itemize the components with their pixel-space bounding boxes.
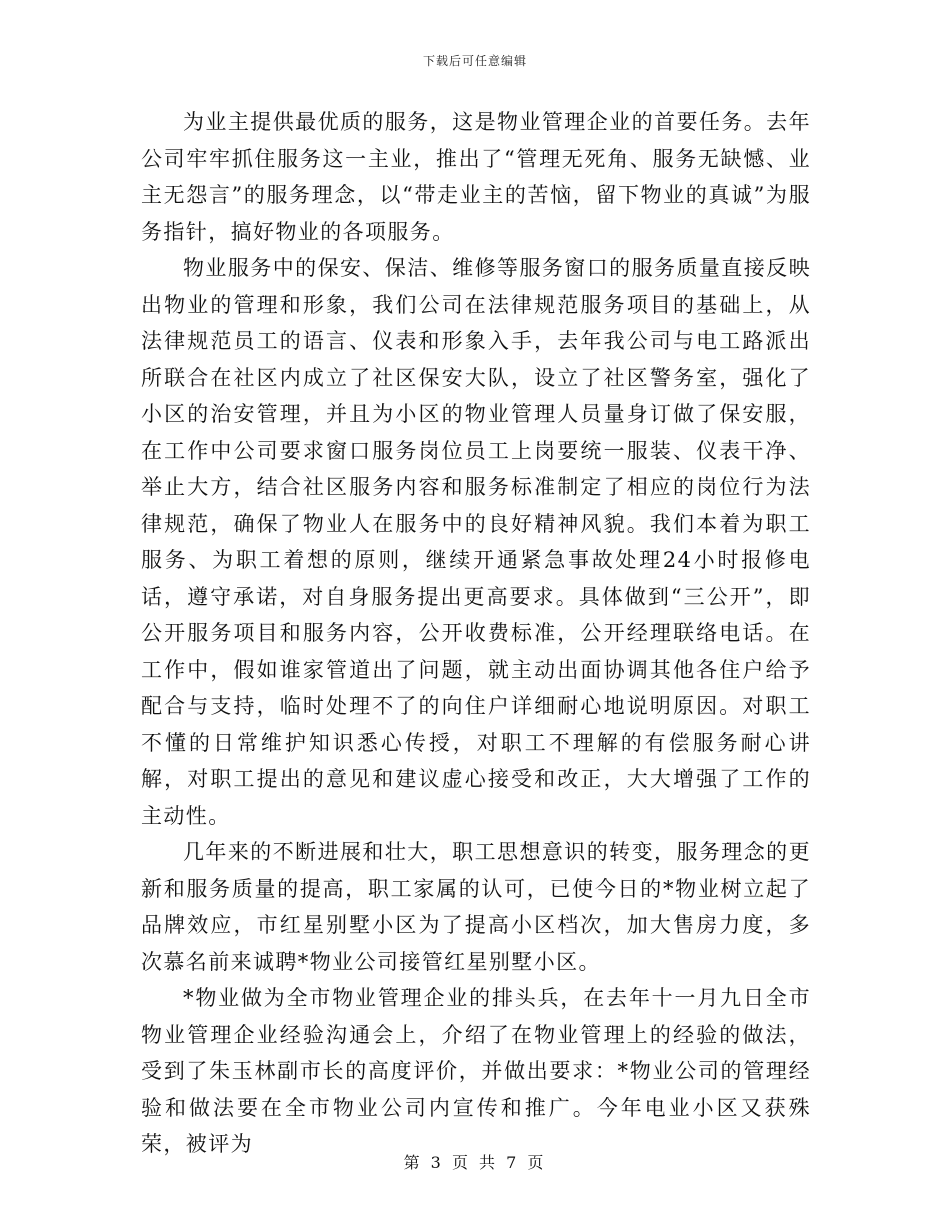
footer-suffix: 页 — [527, 1153, 547, 1172]
footer-current-page: 3 — [430, 1153, 444, 1172]
paragraph-4: *物业做为全市物业管理企业的排头兵，在去年十一月九日全市物业管理企业经验沟通会上，介绍了在物业管理上的经验的做法，受到了朱玉林副市长的高度评价，并做出要求：*物业公司的管理经验和做法要在全市物业公司内宣传和推广。今年电业小区又获殊荣，被评为 — [141, 986, 811, 1156]
page-footer — [0, 1150, 950, 1173]
footer-middle: 页 共 — [451, 1153, 499, 1172]
body-text — [141, 104, 811, 1163]
paragraph-1: 为业主提供最优质的服务，这是物业管理企业的首要任务。去年公司牢牢抓住服务这一主业，推出了“管理无死角、服务无缺憾、业主无怨言”的服务理念，以“带走业主的苦恼，留下物业的真诚”为服务指针，搞好物业的各项服务。 — [141, 110, 811, 244]
header-note: 下载后可任意编辑 — [422, 54, 527, 68]
footer-prefix: 第 — [403, 1153, 423, 1172]
footer-total-pages: 7 — [506, 1153, 520, 1172]
paragraph-3: 几年来的不断进展和壮大，职工思想意识的转变，服务理念的更新和服务质量的提高，职工家属的认可，已使今日的*物业树立起了品牌效应，市红星别墅小区为了提高小区档次，加大售房力度，多次慕名前来诚聘*物业公司接管红星别墅小区。 — [141, 840, 811, 974]
paragraph-2: 物业服务中的保安、保洁、维修等服务窗口的服务质量直接反映出物业的管理和形象，我们公司在法律规范服务项目的基础上，从法律规范员工的语言、仪表和形象入手，去年我公司与电工路派出所联合在社区内成立了社区保安大队，设立了社区警务室，强化了小区的治安管理，并且为小区的物业管理人员量身订做了保安服，在工作中公司要求窗口服务岗位员工上岗要统一服装、仪表干净、举止大方，结合社区服务内容和服务标准制定了相应的岗位行为法律规范，确保了物业人在服务中的良好精神风貌。我们本着为职工服务、为职工着想的原则，继续开通紧急事故处理24小时报修电话，遵守承诺，对自身服务提出更高要求。具体做到“三公开”，即公开服务项目和服务内容，公开收费标准，公开经理联络电话。在工作中，假如谁家管道出了问题，就主动出面协调其他各住户给予配合与支持，临时处理不了的向住户详细耐心地说明原因。对职工不懂的日常维护知识悉心传授，对职工不理解的有偿服务耐心讲解，对职工提出的意见和建议虚心接受和改正，大大增强了工作的主动性。 — [141, 256, 811, 828]
